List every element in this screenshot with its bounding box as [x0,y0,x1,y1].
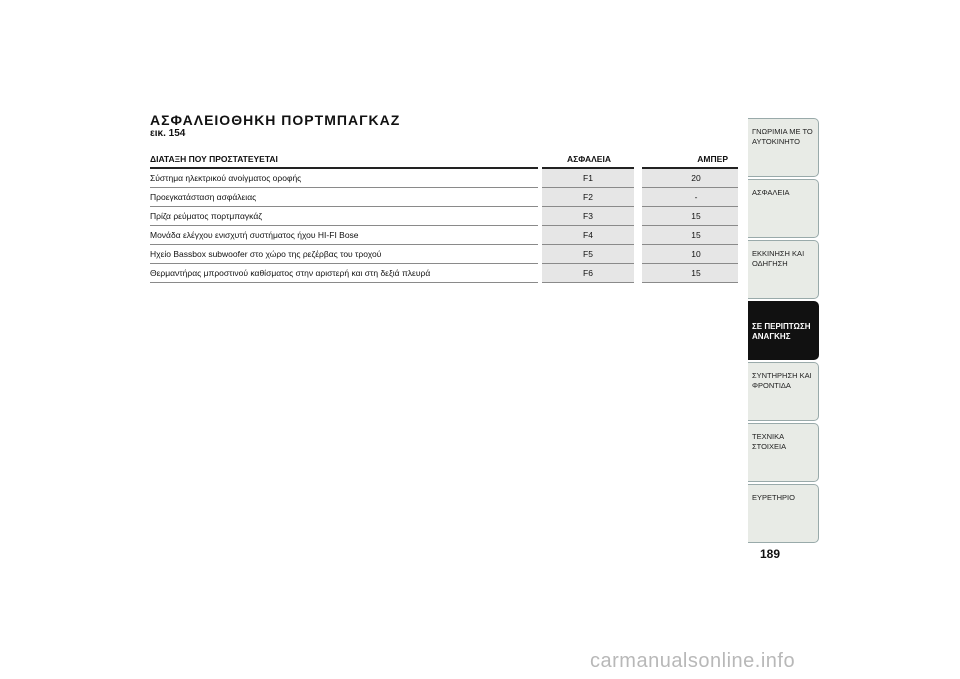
row-description: Προεγκατάσταση ασφάλειας [150,188,540,207]
row-fuse: F5 [540,245,638,264]
header-fuse: ΑΣΦΑΛΕΙΑ [540,150,638,168]
table-row [150,245,738,264]
row-amperes: 20 [638,168,738,188]
row-description: Μονάδα ελέγχου ενισχυτή συστήματος ήχου HI-FI Bose [150,226,540,245]
row-amperes: 10 [638,245,738,264]
page-title: ΑΣΦΑΛΕΙΟΘΗΚΗ ΠΟΡΤΜΠΑΓΚΑΖ [150,112,401,128]
row-description: Σύστημα ηλεκτρικού ανοίγματος οροφής [150,168,540,188]
tab-safety[interactable]: ΑΣΦΑΛΕΙΑ [748,179,819,238]
header-description: ΔΙΑΤΑΞΗ ΠΟΥ ΠΡΟΣΤΑΤΕΥΕΤΑΙ [150,150,540,168]
fuse-table [150,150,738,283]
tab-vehicle-overview[interactable]: ΓΝΩΡΙΜΙΑ ΜΕ ΤΟ ΑΥΤΟΚΙΝΗΤΟ [748,118,819,177]
row-amperes: 15 [638,264,738,283]
row-description: Πρίζα ρεύματος πορτμπαγκάζ [150,207,540,226]
chapter-tabs [748,118,819,545]
fuse-table-header-row [150,150,738,168]
table-row [150,168,738,188]
row-description: Ηχείο Bassbox subwoofer στο χώρο της ρεζέρβας του τροχού [150,245,540,264]
table-row [150,188,738,207]
header-amperes: ΑΜΠΕΡ [638,150,738,168]
row-fuse: F4 [540,226,638,245]
row-fuse: F1 [540,168,638,188]
table-row [150,226,738,245]
row-fuse: F6 [540,264,638,283]
figure-reference: εικ. 154 [150,128,186,139]
tab-maintenance-care[interactable]: ΣΥΝΤΗΡΗΣΗ ΚΑΙ ΦΡΟΝΤΙΔΑ [748,362,819,421]
watermark-text: carmanualsonline.info [590,650,796,672]
row-fuse: F3 [540,207,638,226]
row-amperes: 15 [638,207,738,226]
row-fuse: F2 [540,188,638,207]
tab-emergency[interactable]: ΣΕ ΠΕΡΙΠΤΩΣΗ ΑΝΑΓΚΗΣ [748,301,819,360]
tab-starting-driving[interactable]: ΕΚΚΙΝΗΣΗ ΚΑΙ ΟΔΗΓΗΣΗ [748,240,819,299]
row-description: Θερμαντήρας μπροστινού καθίσματος στην αριστερή και στη δεξιά πλευρά [150,264,540,283]
table-row [150,207,738,226]
tab-index[interactable]: ΕΥΡΕΤΗΡΙΟ [748,484,819,543]
tab-technical-data[interactable]: ΤΕΧΝΙΚΑ ΣΤΟΙΧΕΙΑ [748,423,819,482]
page-number: 189 [760,547,781,561]
row-amperes: - [638,188,738,207]
row-amperes: 15 [638,226,738,245]
table-row [150,264,738,283]
